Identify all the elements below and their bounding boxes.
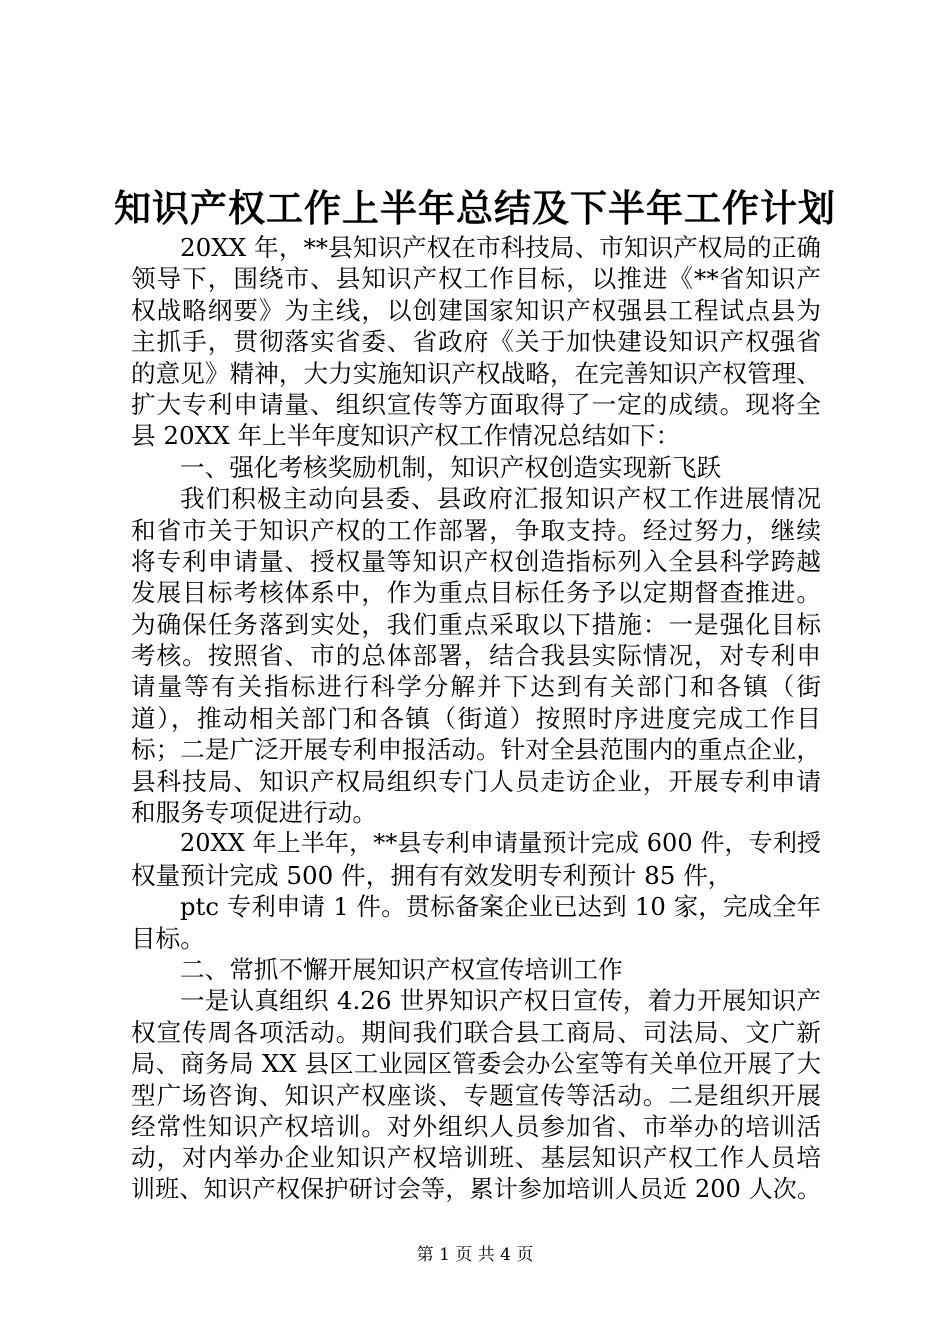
- body-line: 训班、知识产权保护研讨会等，累计参加培训人员近 200 人次。: [131, 1174, 821, 1203]
- body-line: 扩大专利申请量、组织宣传等方面取得了一定的成绩。现将全: [131, 389, 821, 419]
- body-line: 和省市关于知识产权的工作部署，争取支持。经过努力，继续: [131, 515, 821, 545]
- body-line: 发展目标考核体系中，作为重点目标任务予以定期督查推进。: [131, 578, 821, 608]
- document-body: [131, 232, 821, 1205]
- body-line: 将专利申请量、授权量等知识产权创造指标列入全县科学跨越: [131, 546, 821, 576]
- document-title: 知识产权工作上半年总结及下半年工作计划: [114, 186, 836, 230]
- body-line: 目标。: [131, 923, 205, 953]
- body-line: 局、商务局 XX 县区工业园区管委会办公室等有关单位开展了大: [131, 1049, 821, 1079]
- body-line: 型广场咨询、知识产权座谈、专题宣传等活动。二是组织开展: [131, 1080, 821, 1110]
- body-line: 权战略纲要》为主线，以创建国家知识产权强县工程试点县为: [131, 295, 821, 325]
- body-line: 20XX 年上半年，**县专利申请量预计完成 600 件，专利授: [180, 829, 821, 858]
- body-line: 和服务专项促进行动。: [131, 798, 377, 828]
- body-line: 请量等有关指标进行科学分解并下达到有关部门和各镇（街: [131, 672, 821, 702]
- body-line: 权宣传周各项活动。期间我们联合县工商局、司法局、文广新: [131, 1017, 821, 1047]
- body-line: 考核。按照省、市的总体部署，结合我县实际情况，对专利申: [131, 641, 821, 671]
- body-line: 的意见》精神，大力实施知识产权战略，在完善知识产权管理、: [131, 358, 821, 388]
- body-line: 标；二是广泛开展专利申报活动。针对全县范围内的重点企业，: [131, 735, 821, 765]
- body-line: 一、强化考核奖励机制，知识产权创造实现新飞跃: [180, 452, 722, 482]
- body-line: 动，对内举办企业知识产权培训班、基层知识产权工作人员培: [131, 1143, 821, 1173]
- page-footer: 第 1 页 共 4 页: [416, 1245, 534, 1265]
- body-line: 为确保任务落到实处，我们重点采取以下措施：一是强化目标: [131, 609, 821, 639]
- body-line: 经常性知识产权培训。对外组织人员参加省、市举办的培训活: [131, 1111, 821, 1141]
- body-line: 领导下，围绕市、县知识产权工作目标，以推进《**省知识产: [131, 264, 821, 294]
- body-line: 一是认真组织 4.26 世界知识产权日宣传，着力开展知识产: [180, 986, 821, 1016]
- body-line: 权量预计完成 500 件，拥有有效发明专利预计 85 件，: [131, 860, 733, 890]
- body-line: ptc 专利申请 1 件。贯标备案企业已达到 10 家，完成全年: [180, 892, 821, 922]
- body-line: 主抓手，贯彻落实省委、省政府《关于加快建设知识产权强省: [131, 327, 821, 357]
- body-line: 20XX 年，**县知识产权在市科技局、市知识产权局的正确: [180, 233, 821, 262]
- body-line: 我们积极主动向县委、县政府汇报知识产权工作进展情况: [180, 484, 821, 514]
- body-line: 县 20XX 年上半年度知识产权工作情况总结如下：: [131, 421, 681, 451]
- body-line: 道），推动相关部门和各镇（街道）按照时序进度完成工作目: [131, 703, 821, 733]
- body-line: 二、常抓不懈开展知识产权宣传培训工作: [180, 954, 623, 984]
- body-line: 县科技局、知识产权局组织专门人员走访企业，开展专利申请: [131, 766, 821, 796]
